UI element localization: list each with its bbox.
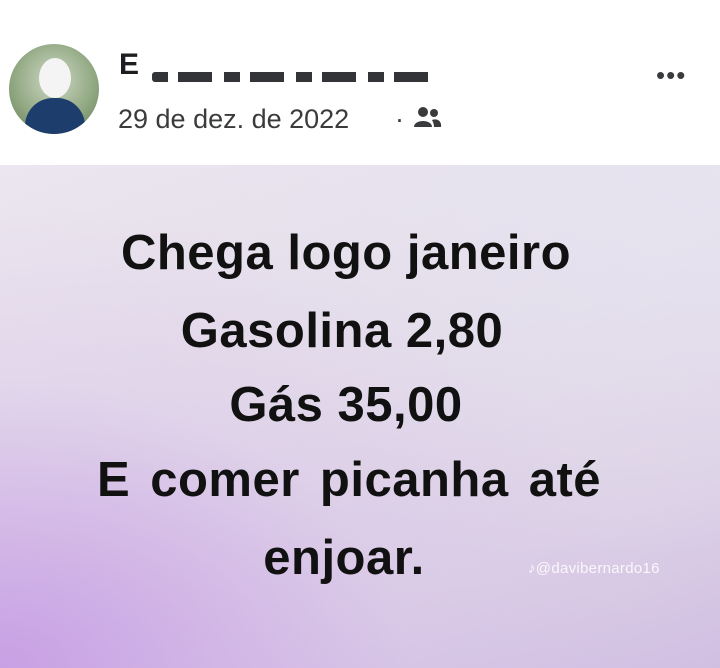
author-name[interactable]: E	[119, 48, 141, 81]
image-text-line-4: E comer picanha até	[96, 453, 602, 507]
more-options-button[interactable]: •••	[656, 60, 687, 90]
image-text-line-1: Chega logo janeiro	[120, 226, 572, 280]
avatar-shirt	[25, 98, 85, 134]
meta-separator: ·	[395, 104, 404, 134]
image-text-line-2: Gasolina 2,80	[180, 304, 504, 358]
author-name-redaction	[152, 72, 432, 82]
image-text-line-3: Gás 35,00	[229, 378, 463, 432]
avatar-face	[39, 58, 71, 98]
post-image[interactable]	[0, 165, 720, 668]
image-text-line-5: enjoar.	[263, 531, 425, 585]
friends-icon[interactable]	[412, 106, 442, 128]
post-date[interactable]: 29 de dez. de 2022	[118, 104, 350, 134]
post-header	[0, 0, 720, 165]
watermark: ♪@davibernardo16	[528, 560, 660, 577]
avatar[interactable]	[9, 44, 99, 134]
